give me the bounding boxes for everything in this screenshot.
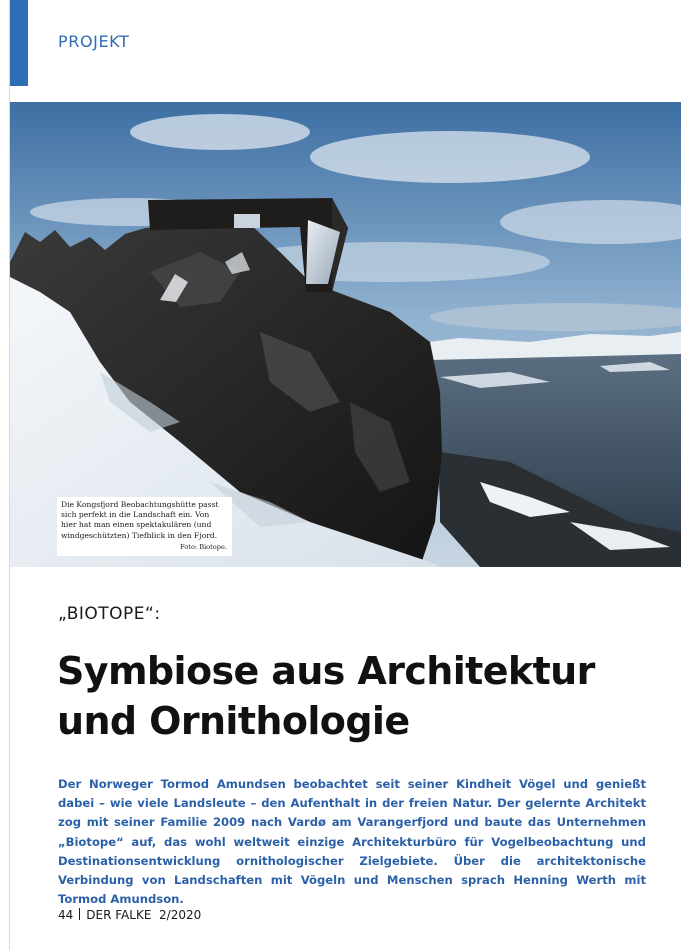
issue-number: 2/2020 (159, 908, 202, 922)
title-line-1: Symbiose aus Architektur (57, 649, 595, 693)
photo-caption (57, 497, 232, 556)
title-line-2: und Ornithologie (57, 699, 410, 743)
page-number: 44 (58, 908, 74, 922)
article-kicker: „BIOTOPE“: (58, 604, 161, 624)
photo-credit: Foto: Biotope. (180, 542, 227, 551)
caption-text: Die Kongsfjord Beobachtungshütte passt sich perfekt in die Landschaft ein. Von hier hat man einen spektakulären (und windgeschützten) Tiefblick in den Fjord. (61, 500, 219, 540)
footer-separator (79, 908, 80, 920)
section-label: PROJEKT (58, 32, 130, 51)
article-title (57, 646, 677, 746)
article-lead: Der Norweger Tormod Amundsen beobachtet seit seiner Kindheit Vögel und genießt dabei – wie viele Landsleute – den Aufenthalt in der freien Natur. Der gelernte Architekt zog mit seiner Familie 2009 nach Vardø am Varangerfjord und baute das Unternehmen „Biotope“ auf, das wohl weltweit einzige Architekturbüro für Vogelbeobachtung und Destinationsentwicklung ornithologischer Zielgebiete. Über die architektonische Verbindung von Landschaften mit Vögeln und Menschen sprach Henning Werth mit Tormod Amundson. (58, 777, 646, 907)
section-accent-bar (10, 0, 28, 86)
magazine-name: DER FALKE (86, 908, 152, 922)
page-footer (58, 908, 201, 922)
